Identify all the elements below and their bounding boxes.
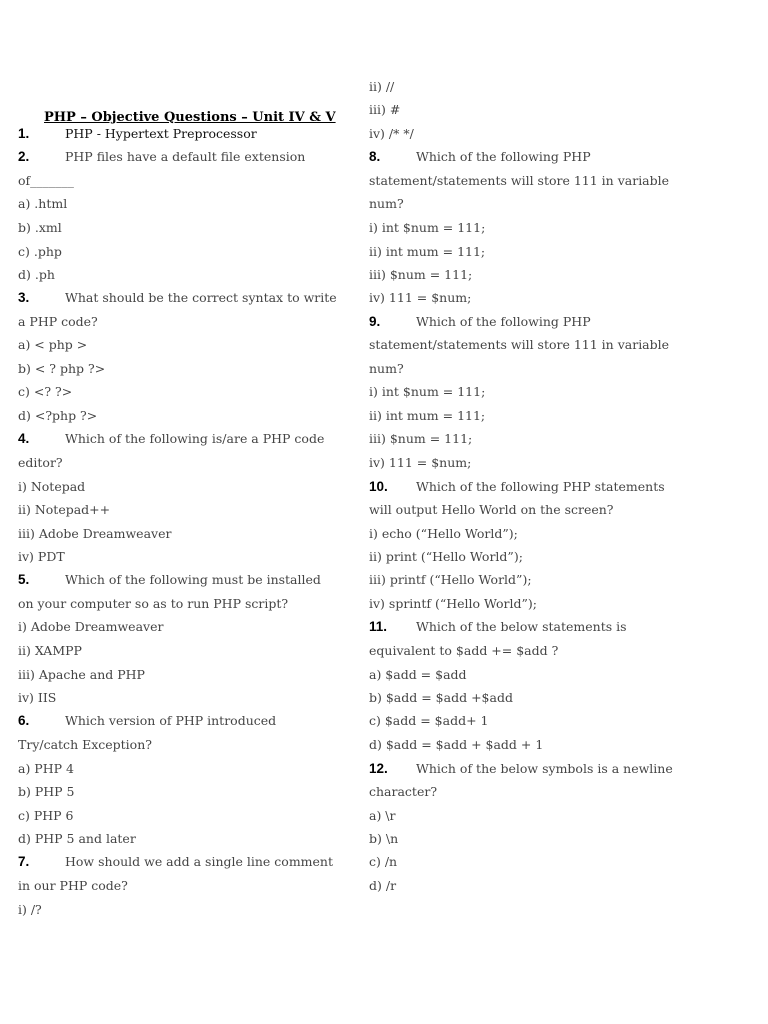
question-number: 2. (18, 149, 30, 164)
line-text: i) Adobe Dreamweaver (18, 619, 164, 634)
question-number: 12. (369, 761, 388, 776)
option-line (369, 667, 467, 683)
option-line (369, 244, 485, 260)
line-text: What should be the correct syntax to write (65, 290, 337, 305)
option-line (369, 408, 485, 424)
line-text: character? (369, 784, 438, 799)
option-line (18, 173, 74, 189)
option-line (369, 502, 614, 518)
option-line (18, 902, 42, 918)
line-text: b) .xml (18, 220, 62, 235)
line-text: editor? (18, 455, 63, 470)
line-text: Which of the following must be installed (65, 572, 321, 587)
option-line (369, 384, 485, 400)
line-text: i) echo (“Hello World”); (369, 526, 518, 541)
question-line (369, 479, 665, 495)
option-line (18, 337, 87, 353)
line-text: i) Notepad (18, 479, 86, 494)
line-text: iv) sprintf (“Hello World”); (369, 596, 538, 611)
question-number: 11. (369, 619, 388, 634)
line-text: c) PHP 6 (18, 808, 74, 823)
option-line (369, 572, 532, 588)
question-line (369, 314, 591, 330)
option-line (369, 549, 523, 565)
question-line (18, 854, 333, 870)
line-text: a PHP code? (18, 314, 98, 329)
line-text: iv) PDT (18, 549, 65, 564)
line-text: a) $add = $add (369, 667, 467, 682)
option-line (369, 831, 398, 847)
line-text: num? (369, 361, 404, 376)
line-text: Which of the below symbols is a newline (416, 761, 673, 776)
line-text: c) $add = $add+ 1 (369, 713, 489, 728)
option-line (369, 596, 537, 612)
line-text: i) int $num = 111; (369, 220, 486, 235)
line-text: How should we add a single line comment (65, 854, 333, 869)
line-text: equivalent to $add += $add ? (369, 643, 559, 658)
option-line (18, 314, 98, 330)
line-text: Which of the following is/are a PHP code (65, 431, 325, 446)
option-line (369, 196, 404, 212)
option-line (18, 479, 85, 495)
line-text: ii) int mum = 111; (369, 244, 486, 259)
option-line (369, 808, 396, 824)
line-text: in our PHP code? (18, 878, 128, 893)
option-line (18, 596, 288, 612)
line-text: ii) // (369, 79, 395, 94)
document-title: PHP – Objective Questions – Unit IV & V (44, 110, 336, 125)
line-text: iii) $num = 111; (369, 431, 473, 446)
option-line (18, 361, 105, 377)
line-text: statement/statements will store 111 in variable (369, 337, 670, 352)
question-number: 1. (18, 126, 30, 141)
question-number: 4. (18, 431, 30, 446)
line-text: Try/catch Exception? (18, 737, 152, 752)
option-line (18, 784, 75, 800)
option-line (369, 267, 472, 283)
option-line (369, 79, 394, 95)
line-text: a) < php > (18, 337, 88, 352)
option-line (18, 667, 145, 683)
line-text: Which version of PHP introduced (65, 713, 277, 728)
line-text: b) $add = $add +$add (369, 690, 513, 705)
question-line (369, 761, 673, 777)
question-line (369, 619, 627, 635)
line-text: iii) $num = 111; (369, 267, 473, 282)
option-line (18, 196, 67, 212)
option-line (369, 854, 397, 870)
option-line (18, 502, 110, 518)
line-text: statement/statements will store 111 in variable (369, 173, 670, 188)
option-line (18, 878, 128, 894)
option-line (369, 690, 513, 706)
line-text: a) .html (18, 196, 68, 211)
line-text: PHP - Hypertext Preprocessor (65, 126, 257, 141)
line-text: i) /? (18, 902, 42, 917)
line-text: iii) Adobe Dreamweaver (18, 526, 172, 541)
line-text: i) int $num = 111; (369, 384, 486, 399)
option-line (369, 337, 669, 353)
line-text: will output Hello World on the screen? (369, 502, 614, 517)
option-line (369, 220, 485, 236)
question-number: 9. (369, 314, 381, 329)
line-text: c) .php (18, 244, 62, 259)
line-text: d) /r (369, 878, 397, 893)
line-text: b) \n (369, 831, 399, 846)
line-text: of_______ (18, 173, 74, 188)
option-line (18, 384, 72, 400)
line-text: PHP files have a default file extension (65, 149, 306, 164)
option-line (18, 643, 82, 659)
option-line (18, 526, 171, 542)
line-text: iii) printf (“Hello World”); (369, 572, 532, 587)
option-line (369, 126, 414, 142)
line-text: a) \r (369, 808, 396, 823)
option-line (18, 549, 65, 565)
option-line (18, 455, 63, 471)
question-line (369, 149, 591, 165)
line-text: c) /n (369, 854, 398, 869)
option-line (18, 267, 55, 283)
option-line (18, 831, 136, 847)
line-text: d) .ph (18, 267, 55, 282)
line-text: iv) 111 = $num; (369, 455, 472, 470)
option-line (18, 808, 74, 824)
line-text: on your computer so as to run PHP script? (18, 596, 289, 611)
line-text: num? (369, 196, 404, 211)
option-line (18, 737, 152, 753)
question-line (18, 572, 321, 588)
option-line (369, 737, 543, 753)
option-line (369, 102, 400, 118)
line-text: Which of the below statements is (416, 619, 627, 634)
option-line (18, 761, 74, 777)
line-text: ii) int mum = 111; (369, 408, 486, 423)
question-line (18, 149, 305, 165)
option-line (369, 361, 404, 377)
line-text: Which of the following PHP (416, 314, 591, 329)
line-text: b) < ? php ?> (18, 361, 106, 376)
line-text: d) PHP 5 and later (18, 831, 136, 846)
line-text: d) $add = $add + $add + 1 (369, 737, 544, 752)
option-line (369, 290, 471, 306)
option-line (369, 431, 472, 447)
line-text: d) <?php ?> (18, 408, 98, 423)
question-number: 10. (369, 479, 388, 494)
line-text: iv) IIS (18, 690, 57, 705)
line-text: Which of the following PHP (416, 149, 591, 164)
question-number: 5. (18, 572, 30, 587)
line-text: b) PHP 5 (18, 784, 75, 799)
option-line (18, 220, 62, 236)
question-line (18, 126, 257, 142)
option-line (369, 173, 669, 189)
question-line (18, 713, 276, 729)
line-text: ii) XAMPP (18, 643, 82, 658)
line-text: ii) Notepad++ (18, 502, 111, 517)
line-text: Which of the following PHP statements (416, 479, 665, 494)
line-text: c) <? ?> (18, 384, 73, 399)
question-number: 8. (369, 149, 381, 164)
line-text: iv) 111 = $num; (369, 290, 472, 305)
question-line (18, 290, 337, 306)
line-text: iii) Apache and PHP (18, 667, 145, 682)
option-line (18, 244, 62, 260)
option-line (18, 408, 97, 424)
line-text: a) PHP 4 (18, 761, 74, 776)
option-line (369, 643, 558, 659)
question-number: 6. (18, 713, 30, 728)
option-line (369, 713, 489, 729)
option-line (369, 526, 518, 542)
option-line (18, 690, 56, 706)
question-number: 7. (18, 854, 30, 869)
option-line (369, 455, 471, 471)
line-text: iv) /* */ (369, 126, 414, 141)
option-line (369, 784, 437, 800)
line-text: ii) print (“Hello World”); (369, 549, 523, 564)
option-line (18, 619, 163, 635)
question-line (18, 431, 324, 447)
option-line (369, 878, 396, 894)
question-number: 3. (18, 290, 30, 305)
line-text: iii) # (369, 102, 401, 117)
